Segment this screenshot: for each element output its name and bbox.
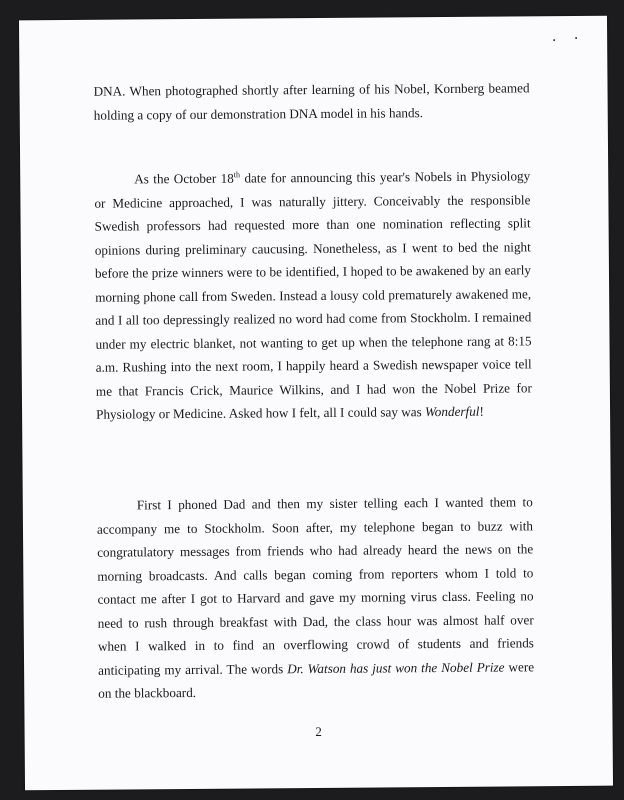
paragraph-1 xyxy=(93,76,529,126)
paragraph-2 xyxy=(94,164,532,426)
page-number: 2 xyxy=(315,723,322,740)
paragraph-2-lead: As the October 18 xyxy=(134,170,234,187)
paragraph-3-text xyxy=(97,490,535,705)
ordinal-suffix: th xyxy=(233,170,241,180)
paragraph-3-end: were on the blackboard. xyxy=(98,658,535,701)
paragraph-3-body: First I phoned Dad and then my sister telling each I wanted them to accompany me to Stockholm. Soon after, my telephone began to buzz with congratulatory messages from friends who had already heard the news on the morning broadcasts. And calls began coming from reporters whom I told to contact me after I got to Harvard and gave my morning virus class. Feeling no need to rush through breakfast with Dad, the class hour was almost half over when I walked in to find an overflowing crowd of students and friends anticipating my arrival. The words xyxy=(96,494,534,678)
scan-specks xyxy=(549,36,589,46)
paragraph-2-text xyxy=(94,164,532,426)
speck-mark xyxy=(553,39,555,41)
paragraph-2-italic: Wonderful xyxy=(424,403,480,420)
paragraph-2-end: ! xyxy=(479,403,484,419)
paragraph-3-italic: Dr. Watson has just won the Nobel Prize xyxy=(287,659,505,676)
paragraph-2-body: date for announcing this year's Nobels in Physiology or Medicine approached, I was naturally jittery. Conceivably the responsible Swedish professors had requested more than one nomination reflecting split opinions during preliminary caucusing. Nonetheless, as I went to bed the night before the prize winners were to be identified, I hoped to be awakened by an early morning phone call from Sweden. Instead a lousy cold prematurely awakened me, and I all too depressingly realized no word had come from Stockholm. I remained under my electric blanket, not wanting to get up when the telephone rang at 8:15 a.m. Rushing into the next room, I happily heard a Swedish newspaper voice tell me that Francis Crick, Maurice Wilkins, and I had won the Nobel Prize for Physiology or Medicine. Asked how I felt, all I could say was xyxy=(94,168,532,422)
speck-mark xyxy=(575,37,577,39)
paragraph-1-text: DNA. When photographed shortly after learning of his Nobel, Kornberg beamed holding a copy of our demonstration DNA model in his hands. xyxy=(93,80,530,123)
document-page xyxy=(19,16,613,791)
paragraph-3 xyxy=(97,490,535,705)
